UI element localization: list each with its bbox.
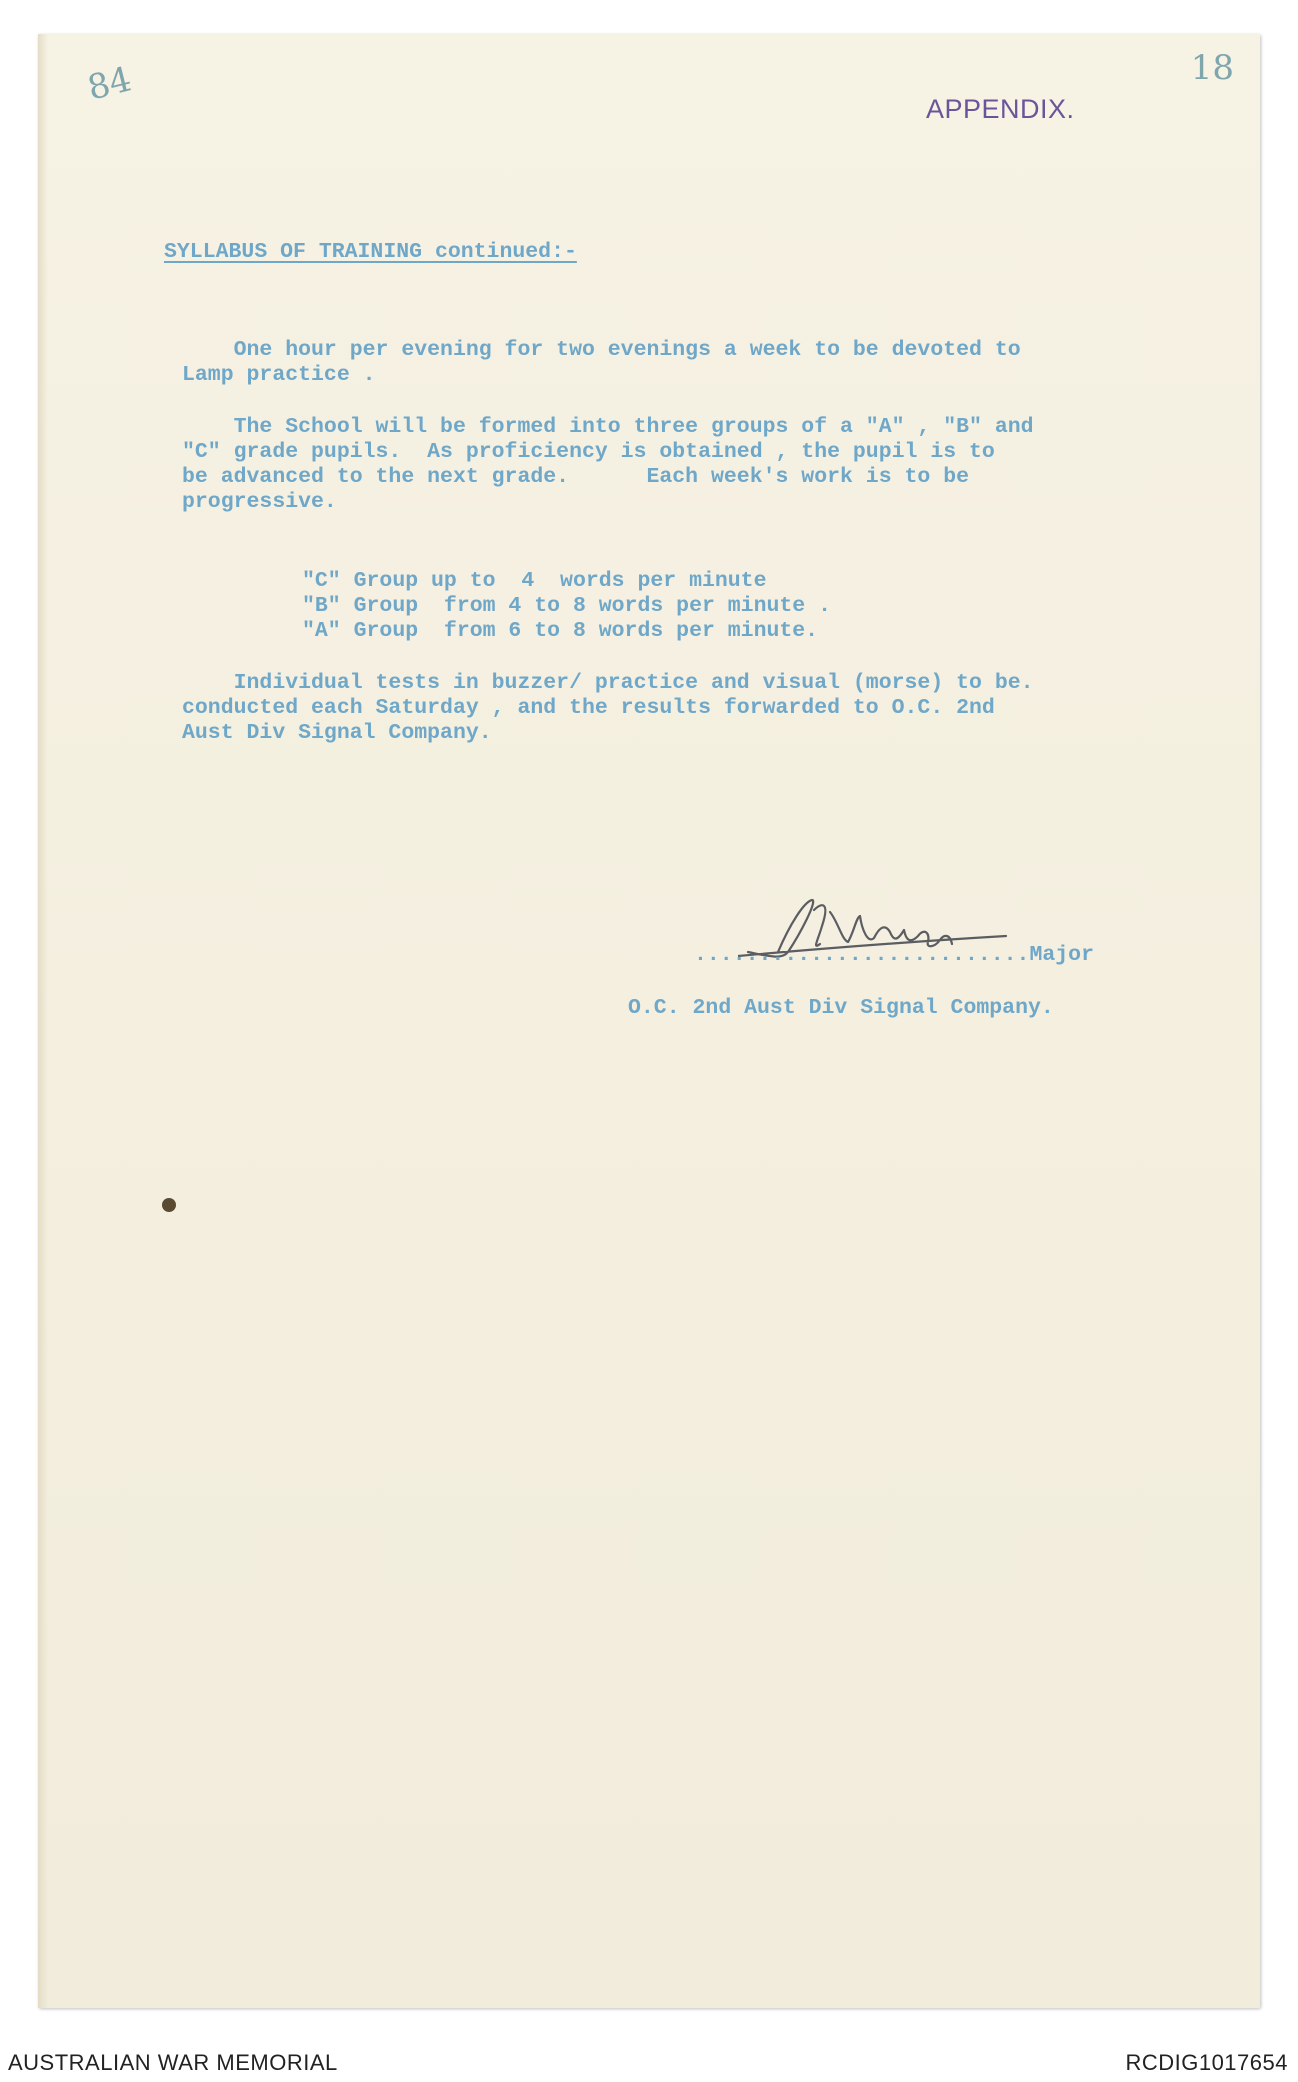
archive-credit: AUSTRALIAN WAR MEMORIAL	[8, 2050, 338, 2075]
folio-number-left: 84	[83, 59, 136, 109]
punch-hole-mark	[162, 1198, 176, 1212]
archive-id: RCDIG1017654	[1125, 2050, 1288, 2075]
signatory-title: O.C. 2nd Aust Div Signal Company.	[628, 996, 1054, 1020]
appendix-stamp: APPENDIX.	[926, 94, 1075, 124]
folio-number-right: 18	[1190, 48, 1234, 88]
signature-line: ..........................Major	[694, 943, 1094, 967]
paragraph-individual-tests: Individual tests in buzzer/ practice and visual (morse) to be. conducted each Saturday , and the results forwarded to O.C. 2nd Aust Div Signal Company.	[182, 671, 1034, 745]
document-sheet	[38, 34, 1260, 2008]
paragraph-lamp-practice: One hour per evening for two evenings a week to be devoted to Lamp practice .	[182, 338, 1021, 387]
group-speed-list: "C" Group up to 4 words per minute "B" Group from 4 to 8 words per minute . "A" Group from 6 to 8 words per minute.	[302, 569, 831, 643]
paragraph-grade-groups: The School will be formed into three groups of a "A" , "B" and "C" grade pupils. As proficiency is obtained , the pupil is to be advanced to the next grade. Each week's work is to be progressive.	[182, 415, 1034, 514]
document-heading: SYLLABUS OF TRAINING continued:-	[164, 240, 577, 264]
